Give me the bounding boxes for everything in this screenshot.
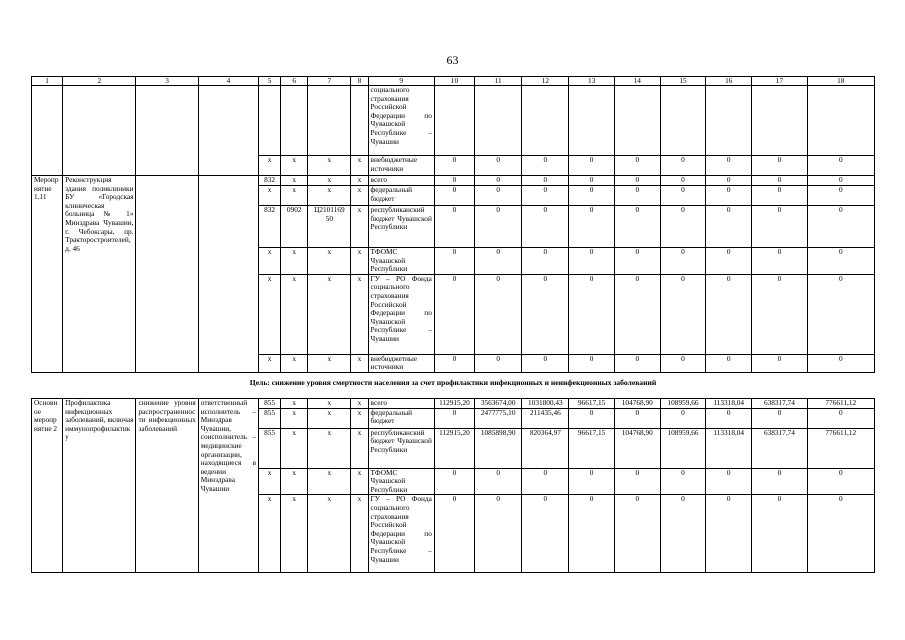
empty-cell — [434, 86, 474, 156]
value-cell: 0 — [475, 248, 522, 275]
column-number: 13 — [569, 77, 614, 86]
value-cell: 0 — [522, 354, 569, 372]
funding-source: внебюджетные источники — [368, 156, 434, 176]
grbs-code: х — [259, 468, 281, 495]
funding-source-cell: социального страхования Российской Федерации по Чувашской Республике – Чувашии — [368, 86, 434, 156]
value-cell: 0 — [569, 156, 614, 176]
value-cell: 0 — [475, 156, 522, 176]
grbs-code: х — [259, 248, 281, 275]
column-number: 3 — [136, 77, 198, 86]
column-number: 6 — [281, 77, 308, 86]
funding-source: республиканский бюджет Чувашской Республики — [368, 428, 434, 468]
expense-type-code: х — [351, 399, 368, 409]
funding-source: федеральный бюджет — [368, 408, 434, 428]
value-cell: 0 — [807, 206, 874, 248]
value-cell: 0 — [614, 176, 660, 186]
section-code: х — [281, 274, 308, 354]
value-cell: 0 — [569, 468, 614, 495]
value-cell: 0 — [660, 186, 705, 206]
value-cell: 104768,90 — [614, 428, 660, 468]
empty-cell — [706, 86, 752, 156]
column-number: 2 — [63, 77, 136, 86]
column-number: 11 — [475, 77, 522, 86]
value-cell: 0 — [807, 274, 874, 354]
value-cell: 638317,74 — [752, 428, 807, 468]
empty-cell — [522, 86, 569, 156]
value-cell: 0 — [752, 156, 807, 176]
empty-cell — [569, 86, 614, 156]
section-code: х — [281, 156, 308, 176]
empty-cell — [614, 86, 660, 156]
value-cell: 211435,46 — [522, 408, 569, 428]
value-cell: 0 — [660, 206, 705, 248]
value-cell: 0 — [614, 468, 660, 495]
value-cell: 638317,74 — [752, 399, 807, 409]
value-cell: 0 — [706, 156, 752, 176]
value-cell: 0 — [660, 274, 705, 354]
value-cell: 0 — [522, 156, 569, 176]
value-cell: 0 — [752, 468, 807, 495]
target-article-code: х — [308, 428, 351, 468]
value-cell: 0 — [522, 206, 569, 248]
target-article-code: х — [308, 274, 351, 354]
column-number: 4 — [198, 77, 258, 86]
empty-cell — [308, 86, 351, 156]
value-cell: 0 — [660, 495, 705, 573]
target-article-code: х — [308, 176, 351, 186]
value-cell: 112915,20 — [434, 399, 474, 409]
value-cell: 96617,15 — [569, 399, 614, 409]
column-number: 18 — [807, 77, 874, 86]
value-cell: 0 — [706, 248, 752, 275]
value-cell: 0 — [434, 468, 474, 495]
value-cell: 112915,20 — [434, 428, 474, 468]
value-cell: 0 — [475, 274, 522, 354]
expense-type-code: х — [351, 408, 368, 428]
funding-source: ТФОМС Чувашской Республики — [368, 468, 434, 495]
value-cell: 776611,12 — [807, 428, 874, 468]
grbs-code: 832 — [259, 176, 281, 186]
empty-cell — [259, 86, 281, 156]
activity-name: Основное мероприятие 2 — [32, 399, 63, 573]
section-code: х — [281, 468, 308, 495]
funding-source: республиканский бюджет Чувашской Республики — [368, 206, 434, 248]
value-cell: 113318,04 — [706, 428, 752, 468]
column-number-row — [32, 77, 875, 86]
expense-type-code: х — [351, 156, 368, 176]
value-cell: 0 — [752, 495, 807, 573]
value-cell: 0 — [614, 248, 660, 275]
value-cell: 0 — [475, 206, 522, 248]
value-cell: 0 — [614, 156, 660, 176]
value-cell: 0 — [522, 468, 569, 495]
expense-type-code: х — [351, 428, 368, 468]
funding-source: федеральный бюджет — [368, 186, 434, 206]
empty-cell — [136, 86, 198, 176]
value-cell: 0 — [706, 176, 752, 186]
grbs-code: 832 — [259, 206, 281, 248]
value-cell: 0 — [475, 495, 522, 573]
page-number: 63 — [446, 53, 459, 67]
value-cell: 0 — [434, 248, 474, 275]
value-cell: 0 — [807, 248, 874, 275]
empty-cell — [281, 86, 308, 156]
value-cell: 0 — [569, 495, 614, 573]
value-cell: 0 — [522, 176, 569, 186]
table-row — [32, 399, 875, 409]
value-cell: 108959,66 — [660, 399, 705, 409]
expense-type-code: х — [351, 354, 368, 372]
value-cell: 2477775,10 — [475, 408, 522, 428]
value-cell: 0 — [569, 274, 614, 354]
value-cell: 0 — [752, 206, 807, 248]
expense-type-code: х — [351, 468, 368, 495]
empty-cell — [807, 86, 874, 156]
value-cell: 0 — [614, 408, 660, 428]
section-code: 0902 — [281, 206, 308, 248]
expense-type-code: х — [351, 176, 368, 186]
expense-type-code: х — [351, 274, 368, 354]
activity-name: Мероприятие 1.11 — [32, 176, 63, 373]
expense-type-code: х — [351, 206, 368, 248]
goal-heading: Цель: снижение уровня смертности населения за счет профилактики инфекционных и неинфекционных заболеваний — [249, 378, 657, 387]
column-number: 5 — [259, 77, 281, 86]
target-article-code: х — [308, 156, 351, 176]
target-article-code: х — [308, 399, 351, 409]
value-cell: 0 — [434, 186, 474, 206]
value-cell: 0 — [660, 408, 705, 428]
value-cell: 0 — [807, 354, 874, 372]
value-cell: 1085898,90 — [475, 428, 522, 468]
budget-table-top — [31, 76, 875, 373]
column-number: 15 — [660, 77, 705, 86]
grbs-code: 855 — [259, 428, 281, 468]
target-indicator — [136, 176, 198, 373]
value-cell: 0 — [475, 354, 522, 372]
value-cell: 0 — [569, 408, 614, 428]
value-cell: 0 — [614, 495, 660, 573]
value-cell: 0 — [522, 186, 569, 206]
value-cell: 0 — [752, 248, 807, 275]
value-cell: 0 — [752, 186, 807, 206]
value-cell: 0 — [569, 206, 614, 248]
grbs-code: х — [259, 156, 281, 176]
value-cell: 0 — [522, 248, 569, 275]
target-article-code: х — [308, 186, 351, 206]
target-article-code: х — [308, 408, 351, 428]
empty-cell — [660, 86, 705, 156]
section-code: х — [281, 495, 308, 573]
value-cell: 0 — [706, 274, 752, 354]
section-code: х — [281, 408, 308, 428]
target-article-code: х — [308, 248, 351, 275]
value-cell: 0 — [706, 408, 752, 428]
value-cell: 0 — [434, 156, 474, 176]
value-cell: 0 — [475, 186, 522, 206]
grbs-code: 855 — [259, 408, 281, 428]
value-cell: 0 — [569, 248, 614, 275]
section-code: х — [281, 186, 308, 206]
value-cell: 0 — [434, 495, 474, 573]
value-cell: 0 — [706, 186, 752, 206]
target-article-code: х — [308, 495, 351, 573]
column-number: 17 — [752, 77, 807, 86]
funding-source: ГУ – РО Фонда социального страхования Российской Федерации по Чувашской Республике – Чувашии — [368, 274, 434, 354]
value-cell: 0 — [752, 274, 807, 354]
value-cell: 0 — [807, 468, 874, 495]
responsible-executor — [198, 176, 258, 373]
grbs-code: х — [259, 495, 281, 573]
value-cell: 0 — [569, 186, 614, 206]
funding-source: всего — [368, 176, 434, 186]
value-cell: 0 — [660, 156, 705, 176]
budget-table-bottom — [31, 398, 875, 573]
value-cell: 0 — [614, 206, 660, 248]
value-cell: 108959,66 — [660, 428, 705, 468]
value-cell: 0 — [434, 354, 474, 372]
target-article-code: х — [308, 354, 351, 372]
value-cell: 0 — [569, 354, 614, 372]
column-number: 9 — [368, 77, 434, 86]
value-cell: 776611,12 — [807, 399, 874, 409]
responsible-executor: ответственный исполнитель – Минздрав Чувашии, соисполнитель – медицинские организации, находящиеся в ведении Минздрава Чувашии — [198, 399, 258, 573]
grbs-code: х — [259, 274, 281, 354]
column-number: 10 — [434, 77, 474, 86]
target-article-code: Ц2101169 50 — [308, 206, 351, 248]
value-cell: 0 — [475, 468, 522, 495]
value-cell: 0 — [434, 274, 474, 354]
value-cell: 104768,90 — [614, 399, 660, 409]
column-number: 7 — [308, 77, 351, 86]
table-row — [32, 176, 875, 186]
value-cell: 3563674,00 — [475, 399, 522, 409]
value-cell: 0 — [706, 495, 752, 573]
value-cell: 1031800,43 — [522, 399, 569, 409]
section-code: х — [281, 399, 308, 409]
activity-description: Реконструкция здания поликлиники БУ «Городская клиническая больница № 1» Минздрава Чувашии, г. Чебоксары, пр. Тракторостроителей, д. 46 — [63, 176, 136, 373]
value-cell: 0 — [614, 354, 660, 372]
grbs-code: х — [259, 186, 281, 206]
value-cell: 0 — [434, 206, 474, 248]
grbs-code: х — [259, 354, 281, 372]
target-article-code: х — [308, 468, 351, 495]
value-cell: 0 — [706, 354, 752, 372]
column-number: 12 — [522, 77, 569, 86]
expense-type-code: х — [351, 495, 368, 573]
empty-cell — [351, 86, 368, 156]
empty-cell — [752, 86, 807, 156]
table-row — [32, 86, 875, 156]
value-cell: 0 — [660, 354, 705, 372]
funding-source: ТФОМС Чувашской Республики — [368, 248, 434, 275]
value-cell: 0 — [807, 186, 874, 206]
value-cell: 0 — [660, 248, 705, 275]
value-cell: 0 — [569, 176, 614, 186]
value-cell: 0 — [807, 408, 874, 428]
section-code: х — [281, 248, 308, 275]
value-cell: 113318,04 — [706, 399, 752, 409]
target-indicator: снижение уровня распространенности инфекционных заболеваний — [136, 399, 198, 573]
value-cell: 0 — [807, 495, 874, 573]
funding-source: ГУ – РО Фонда социального страхования Российской Федерации по Чувашской Республике – Чувашии — [368, 495, 434, 573]
column-number: 14 — [614, 77, 660, 86]
section-code: х — [281, 176, 308, 186]
column-number: 16 — [706, 77, 752, 86]
column-number: 1 — [32, 77, 63, 86]
value-cell: 0 — [807, 156, 874, 176]
value-cell: 0 — [706, 468, 752, 495]
value-cell: 0 — [434, 176, 474, 186]
column-number: 8 — [351, 77, 368, 86]
value-cell: 820364,97 — [522, 428, 569, 468]
expense-type-code: х — [351, 248, 368, 275]
empty-cell — [198, 86, 258, 176]
funding-source: внебюджетные источники — [368, 354, 434, 372]
empty-cell — [63, 86, 136, 176]
value-cell: 0 — [475, 176, 522, 186]
empty-cell — [32, 86, 63, 176]
value-cell: 0 — [752, 354, 807, 372]
activity-description: Профилактика инфекционных заболеваний, включая иммунопрофилактику — [63, 399, 136, 573]
grbs-code: 855 — [259, 399, 281, 409]
value-cell: 0 — [660, 176, 705, 186]
value-cell: 0 — [752, 176, 807, 186]
value-cell: 0 — [522, 495, 569, 573]
empty-cell — [475, 86, 522, 156]
value-cell: 0 — [522, 274, 569, 354]
value-cell: 0 — [614, 186, 660, 206]
value-cell: 0 — [434, 408, 474, 428]
value-cell: 0 — [660, 468, 705, 495]
value-cell: 0 — [706, 206, 752, 248]
value-cell: 96617,15 — [569, 428, 614, 468]
value-cell: 0 — [807, 176, 874, 186]
section-code: х — [281, 354, 308, 372]
section-code: х — [281, 428, 308, 468]
expense-type-code: х — [351, 186, 368, 206]
funding-source: всего — [368, 399, 434, 409]
value-cell: 0 — [752, 408, 807, 428]
value-cell: 0 — [614, 274, 660, 354]
